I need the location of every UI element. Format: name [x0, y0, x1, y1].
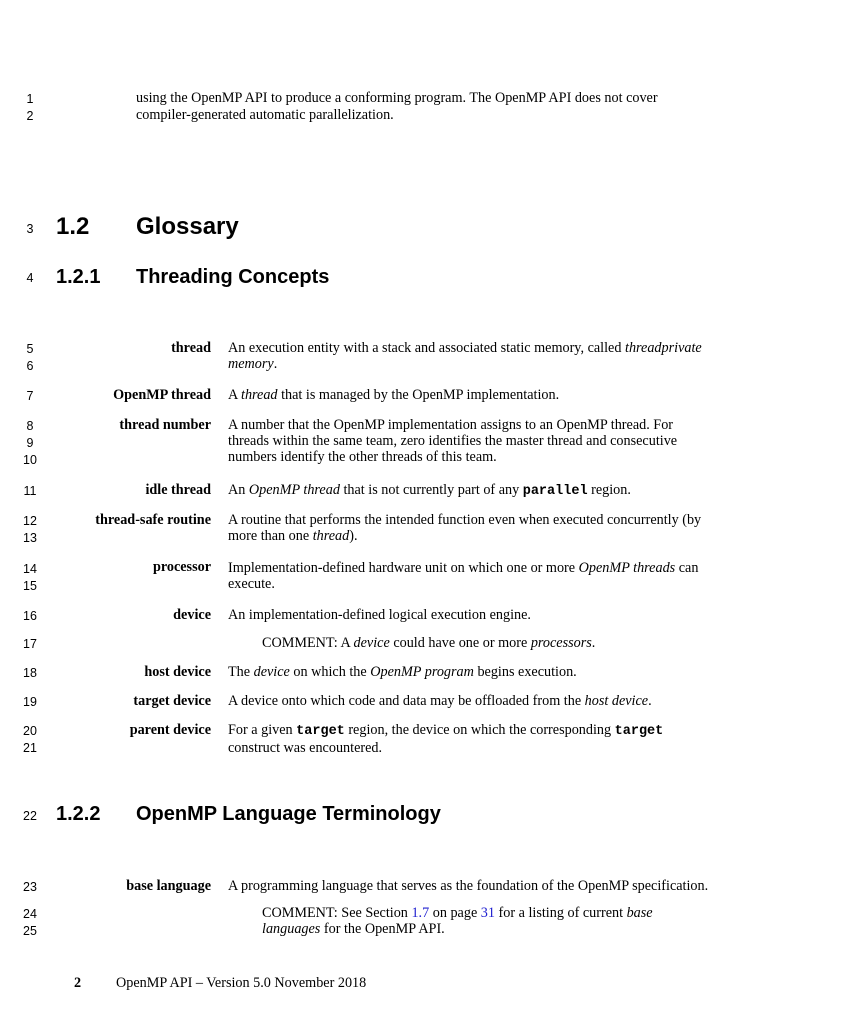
glossary-def-openmp-thread: A thread that is managed by the OpenMP implementation. [228, 387, 560, 403]
section-number: 1.2 [56, 213, 90, 240]
line-number: 24 [23, 907, 37, 921]
line-number: 8 [26, 419, 34, 433]
line-number: 7 [26, 389, 34, 403]
glossary-term-base-language: base language [126, 878, 211, 894]
intro-line-2: compiler-generated automatic parallelization. [136, 107, 394, 123]
line-number: 14 [23, 562, 37, 576]
subsection-title: Threading Concepts [136, 266, 330, 288]
line-number: 19 [23, 695, 37, 709]
line-number: 12 [23, 514, 37, 528]
glossary-term-openmp-thread: OpenMP thread [113, 387, 211, 403]
glossary-term-thread: thread [171, 340, 211, 356]
line-number: 3 [26, 222, 34, 236]
glossary-def-base-language: A programming language that serves as the foundation of the OpenMP specification. [228, 878, 709, 894]
glossary-def-device: An implementation-defined logical execution engine. [228, 607, 531, 623]
line-number: 25 [23, 924, 37, 938]
line-number: 2 [26, 109, 34, 123]
page-link[interactable]: 31 [480, 905, 495, 921]
line-number: 20 [23, 724, 37, 738]
line-number: 17 [23, 637, 37, 651]
glossary-def-thread: An execution entity with a stack and associated static memory, called threadprivate memory. [228, 340, 702, 372]
line-number: 21 [23, 741, 37, 755]
line-number: 16 [23, 609, 37, 623]
glossary-def-thread-safe-routine: A routine that performs the intended function even when executed concurrently (by more than one thread). [228, 512, 702, 544]
footer-text: OpenMP API – Version 5.0 November 2018 [116, 975, 367, 991]
glossary-term-parent-device: parent device [129, 722, 211, 738]
line-number: 9 [26, 436, 34, 450]
line-number: 11 [23, 484, 37, 498]
subsection-title: OpenMP Language Terminology [136, 803, 441, 825]
line-number: 18 [23, 666, 37, 680]
glossary-def-parent-device: For a given target region, the device on which the corresponding target construct was encountered. [228, 722, 664, 756]
line-number: 15 [23, 579, 37, 593]
glossary-def-processor: Implementation-defined hardware unit on which one or more OpenMP threads can execute. [228, 560, 699, 592]
line-number: 22 [23, 809, 37, 823]
glossary-term-device: device [173, 607, 211, 623]
line-number: 5 [26, 342, 34, 356]
glossary-comment-device: COMMENT: A device could have one or more processors. [262, 635, 596, 651]
glossary-def-target-device: A device onto which code and data may be offloaded from the host device. [228, 693, 652, 709]
line-number: 6 [26, 359, 34, 373]
intro-line-1: using the OpenMP API to produce a conforming program. The OpenMP API does not cover [136, 90, 658, 106]
line-number: 10 [23, 453, 37, 467]
glossary-term-thread-safe-routine: thread-safe routine [95, 512, 211, 528]
glossary-def-thread-number: A number that the OpenMP implementation assigns to an OpenMP thread. For threads within the same team, zero identifies the master thread and consecutive numbers identify the other threads of this team. [228, 417, 678, 465]
glossary-comment-base-language: COMMENT: See Section 1.7 on page 31 for a listing of current base languages for the OpenMP API. [262, 905, 653, 937]
section-link[interactable]: 1.7 [411, 905, 430, 921]
subsection-number: 1.2.2 [56, 803, 101, 825]
glossary-term-idle-thread: idle thread [145, 482, 211, 498]
line-number: 13 [23, 531, 37, 545]
glossary-term-thread-number: thread number [119, 417, 211, 433]
line-number: 23 [23, 880, 37, 894]
glossary-term-target-device: target device [133, 693, 211, 709]
glossary-def-host-device: The device on which the OpenMP program begins execution. [228, 664, 577, 680]
line-number: 4 [26, 271, 34, 285]
section-title: Glossary [136, 213, 239, 240]
glossary-term-processor: processor [152, 559, 211, 575]
subsection-number: 1.2.1 [56, 266, 101, 288]
glossary-def-idle-thread: An OpenMP thread that is not currently part of any parallel region. [228, 482, 631, 499]
glossary-term-host-device: host device [144, 664, 211, 680]
line-number: 1 [26, 92, 34, 106]
page-number: 2 [74, 975, 82, 991]
